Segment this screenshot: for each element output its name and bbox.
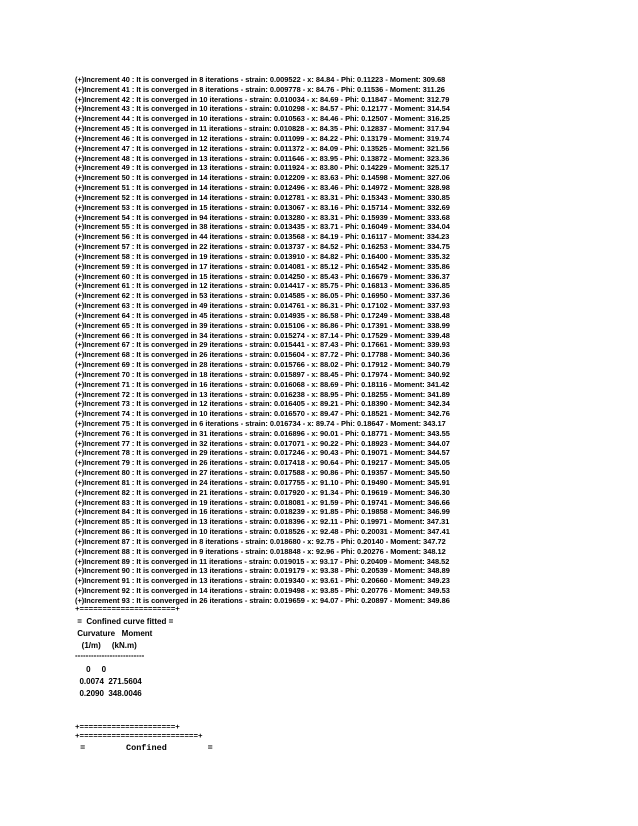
increment-line: (+)Increment 75 : It is converged in 6 iterations - strain: 0.016734 - x: 89.74 - Phi: 0.18647 - Moment: 343.17 [75,418,446,428]
increment-line: (+)Increment 66 : It is converged in 34 iterations - strain: 0.015274 - x: 87.14 - Phi: 0.17529 - Moment: 339.48 [75,330,450,340]
increment-line: (+)Increment 86 : It is converged in 10 iterations - strain: 0.018526 - x: 92.48 - Phi: 0.20031 - Moment: 347.41 [75,527,450,537]
increment-line: (+)Increment 82 : It is converged in 21 iterations - strain: 0.017920 - x: 91.34 - Phi: 0.19619 - Moment: 346.30 [75,487,450,497]
increment-line: (+)Increment 76 : It is converged in 31 iterations - strain: 0.016896 - x: 90.01 - Phi: 0.18771 - Moment: 343.55 [75,428,450,438]
increment-line: (+)Increment 74 : It is converged in 10 iterations - strain: 0.016570 - x: 89.47 - Phi: 0.18521 - Moment: 342.76 [75,409,450,419]
increment-line: (+)Increment 89 : It is converged in 11 iterations - strain: 0.019015 - x: 93.17 - Phi: 0.20409 - Moment: 348.52 [75,556,450,566]
increment-line: (+)Increment 41 : It is converged in 8 iterations - strain: 0.009778 - x: 84.76 - Phi: 0.11536 - Moment: 311.26 [75,84,445,94]
increment-line: (+)Increment 88 : It is converged in 9 iterations - strain: 0.018848 - x: 92.96 - Phi: 0.20276 - Moment: 348.12 [75,546,446,556]
increment-line: (+)Increment 92 : It is converged in 14 iterations - strain: 0.019498 - x: 93.85 - Phi: 0.20776 - Moment: 349.53 [75,586,450,596]
increment-line: (+)Increment 67 : It is converged in 29 iterations - strain: 0.015441 - x: 87.43 - Phi: 0.17661 - Moment: 339.93 [75,340,450,350]
fitted-column-headers: Curvature Moment [75,628,153,638]
increment-line: (+)Increment 72 : It is converged in 13 iterations - strain: 0.016238 - x: 88.95 - Phi: 0.18255 - Moment: 341.89 [75,389,450,399]
fitted-title: = Confined curve fitted = [75,616,174,626]
increment-line: (+)Increment 57 : It is converged in 22 iterations - strain: 0.013737 - x: 84.52 - Phi: 0.16253 - Moment: 334.75 [75,242,450,252]
increment-line: (+)Increment 64 : It is converged in 45 iterations - strain: 0.014935 - x: 86.58 - Phi: 0.17249 - Moment: 338.48 [75,310,450,320]
fitted-row: 0 0 [75,664,107,674]
increment-line: (+)Increment 73 : It is converged in 12 iterations - strain: 0.016405 - x: 89.21 - Phi: 0.18390 - Moment: 342.34 [75,399,450,409]
increment-line: (+)Increment 65 : It is converged in 39 iterations - strain: 0.015106 - x: 86.86 - Phi: 0.17391 - Moment: 338.99 [75,320,450,330]
increment-line: (+)Increment 58 : It is converged in 19 iterations - strain: 0.013910 - x: 84.82 - Phi: 0.16400 - Moment: 335.32 [75,251,450,261]
increment-line: (+)Increment 84 : It is converged in 16 iterations - strain: 0.018239 - x: 91.85 - Phi: 0.19858 - Moment: 346.99 [75,507,450,517]
increment-line: (+)Increment 80 : It is converged in 27 iterations - strain: 0.017588 - x: 90.86 - Phi: 0.19357 - Moment: 345.50 [75,468,450,478]
increment-line: (+)Increment 70 : It is converged in 18 iterations - strain: 0.015897 - x: 88.45 - Phi: 0.17974 - Moment: 340.92 [75,369,450,379]
increment-line: (+)Increment 61 : It is converged in 12 iterations - strain: 0.014417 - x: 85.75 - Phi: 0.16813 - Moment: 336.85 [75,281,450,291]
increment-line: (+)Increment 81 : It is converged in 24 iterations - strain: 0.017755 - x: 91.10 - Phi: 0.19490 - Moment: 345.91 [75,477,450,487]
fitted-row: 0.0074 271.5604 [75,676,142,686]
increment-line: (+)Increment 56 : It is converged in 44 iterations - strain: 0.013568 - x: 84.19 - Phi: 0.16117 - Moment: 334.23 [75,232,450,242]
increment-line: (+)Increment 48 : It is converged in 13 iterations - strain: 0.011646 - x: 83.95 - Phi: 0.13872 - Moment: 323.36 [75,153,450,163]
fitted-dash-line: -------------------------- [75,650,145,660]
increment-line: (+)Increment 62 : It is converged in 53 iterations - strain: 0.014585 - x: 86.05 - Phi: 0.16950 - Moment: 337.36 [75,291,450,301]
fitted-top-separator: +=====================+ [75,605,180,614]
confined-top-separator: +==========================+ [75,733,203,742]
increment-line: (+)Increment 71 : It is converged in 16 iterations - strain: 0.016068 - x: 88.69 - Phi: 0.18116 - Moment: 341.42 [75,379,450,389]
increment-line: (+)Increment 63 : It is converged in 49 iterations - strain: 0.014761 - x: 86.31 - Phi: 0.17102 - Moment: 337.93 [75,301,450,311]
increment-line: (+)Increment 52 : It is converged in 14 iterations - strain: 0.012781 - x: 83.31 - Phi: 0.15343 - Moment: 330.85 [75,192,450,202]
increment-line: (+)Increment 44 : It is converged in 10 iterations - strain: 0.010563 - x: 84.46 - Phi: 0.12507 - Moment: 316.25 [75,114,450,124]
increment-log [75,75,565,606]
increment-line: (+)Increment 79 : It is converged in 26 iterations - strain: 0.017418 - x: 90.64 - Phi: 0.19217 - Moment: 345.05 [75,458,450,468]
increment-line: (+)Increment 69 : It is converged in 28 iterations - strain: 0.015766 - x: 88.02 - Phi: 0.17912 - Moment: 340.79 [75,360,450,370]
increment-line: (+)Increment 51 : It is converged in 14 iterations - strain: 0.012496 - x: 83.46 - Phi: 0.14972 - Moment: 328.98 [75,183,450,193]
increment-line: (+)Increment 47 : It is converged in 12 iterations - strain: 0.011372 - x: 84.09 - Phi: 0.13525 - Moment: 321.56 [75,143,450,153]
increment-line: (+)Increment 68 : It is converged in 26 iterations - strain: 0.015604 - x: 87.72 - Phi: 0.17788 - Moment: 340.36 [75,350,450,360]
increment-line: (+)Increment 87 : It is converged in 8 iterations - strain: 0.018680 - x: 92.75 - Phi: 0.20140 - Moment: 347.72 [75,536,446,546]
increment-line: (+)Increment 45 : It is converged in 11 iterations - strain: 0.010828 - x: 84.35 - Phi: 0.12837 - Moment: 317.94 [75,124,450,134]
increment-line: (+)Increment 46 : It is converged in 12 iterations - strain: 0.011099 - x: 84.22 - Phi: 0.13179 - Moment: 319.74 [75,133,450,143]
fitted-row: 0.2090 348.0046 [75,688,142,698]
increment-line: (+)Increment 90 : It is converged in 13 iterations - strain: 0.019179 - x: 93.38 - Phi: 0.20539 - Moment: 348.89 [75,566,450,576]
confined-label: = Confined = [75,743,213,754]
increment-line: (+)Increment 42 : It is converged in 10 iterations - strain: 0.010034 - x: 84.69 - Phi: 0.11847 - Moment: 312.79 [75,94,450,104]
increment-line: (+)Increment 49 : It is converged in 13 iterations - strain: 0.011924 - x: 83.80 - Phi: 0.14229 - Moment: 325.17 [75,163,450,173]
increment-line: (+)Increment 78 : It is converged in 29 iterations - strain: 0.017246 - x: 90.43 - Phi: 0.19071 - Moment: 344.57 [75,448,450,458]
increment-line: (+)Increment 85 : It is converged in 13 iterations - strain: 0.018396 - x: 92.11 - Phi: 0.19971 - Moment: 347.31 [75,517,450,527]
increment-line: (+)Increment 43 : It is converged in 10 iterations - strain: 0.010298 - x: 84.57 - Phi: 0.12177 - Moment: 314.54 [75,104,450,114]
increment-line: (+)Increment 83 : It is converged in 19 iterations - strain: 0.018081 - x: 91.59 - Phi: 0.19741 - Moment: 346.66 [75,497,450,507]
increment-line: (+)Increment 53 : It is converged in 15 iterations - strain: 0.013067 - x: 83.16 - Phi: 0.15714 - Moment: 332.69 [75,202,450,212]
increment-line: (+)Increment 40 : It is converged in 8 iterations - strain: 0.009522 - x: 84.84 - Phi: 0.11223 - Moment: 309.68 [75,75,446,84]
increment-line: (+)Increment 50 : It is converged in 14 iterations - strain: 0.012209 - x: 83.63 - Phi: 0.14598 - Moment: 327.06 [75,173,450,183]
fitted-bottom-separator: +=====================+ [75,723,180,732]
increment-line: (+)Increment 60 : It is converged in 15 iterations - strain: 0.014250 - x: 85.43 - Phi: 0.16679 - Moment: 336.37 [75,271,450,281]
fitted-column-units: (1/m) (kN.m) [75,640,137,650]
increment-line: (+)Increment 77 : It is converged in 32 iterations - strain: 0.017071 - x: 90.22 - Phi: 0.18923 - Moment: 344.07 [75,438,450,448]
increment-line: (+)Increment 91 : It is converged in 13 iterations - strain: 0.019340 - x: 93.61 - Phi: 0.20660 - Moment: 349.23 [75,576,450,586]
increment-line: (+)Increment 59 : It is converged in 17 iterations - strain: 0.014081 - x: 85.12 - Phi: 0.16542 - Moment: 335.86 [75,261,450,271]
spacer [75,700,565,724]
increment-line: (+)Increment 93 : It is converged in 26 iterations - strain: 0.019659 - x: 94.07 - Phi: 0.20897 - Moment: 349.86 [75,595,450,605]
output-log-document [75,75,565,753]
increment-line: (+)Increment 55 : It is converged in 38 iterations - strain: 0.013435 - x: 83.71 - Phi: 0.16049 - Moment: 334.04 [75,222,450,232]
increment-line: (+)Increment 54 : It is converged in 94 iterations - strain: 0.013280 - x: 83.31 - Phi: 0.15939 - Moment: 333.68 [75,212,450,222]
